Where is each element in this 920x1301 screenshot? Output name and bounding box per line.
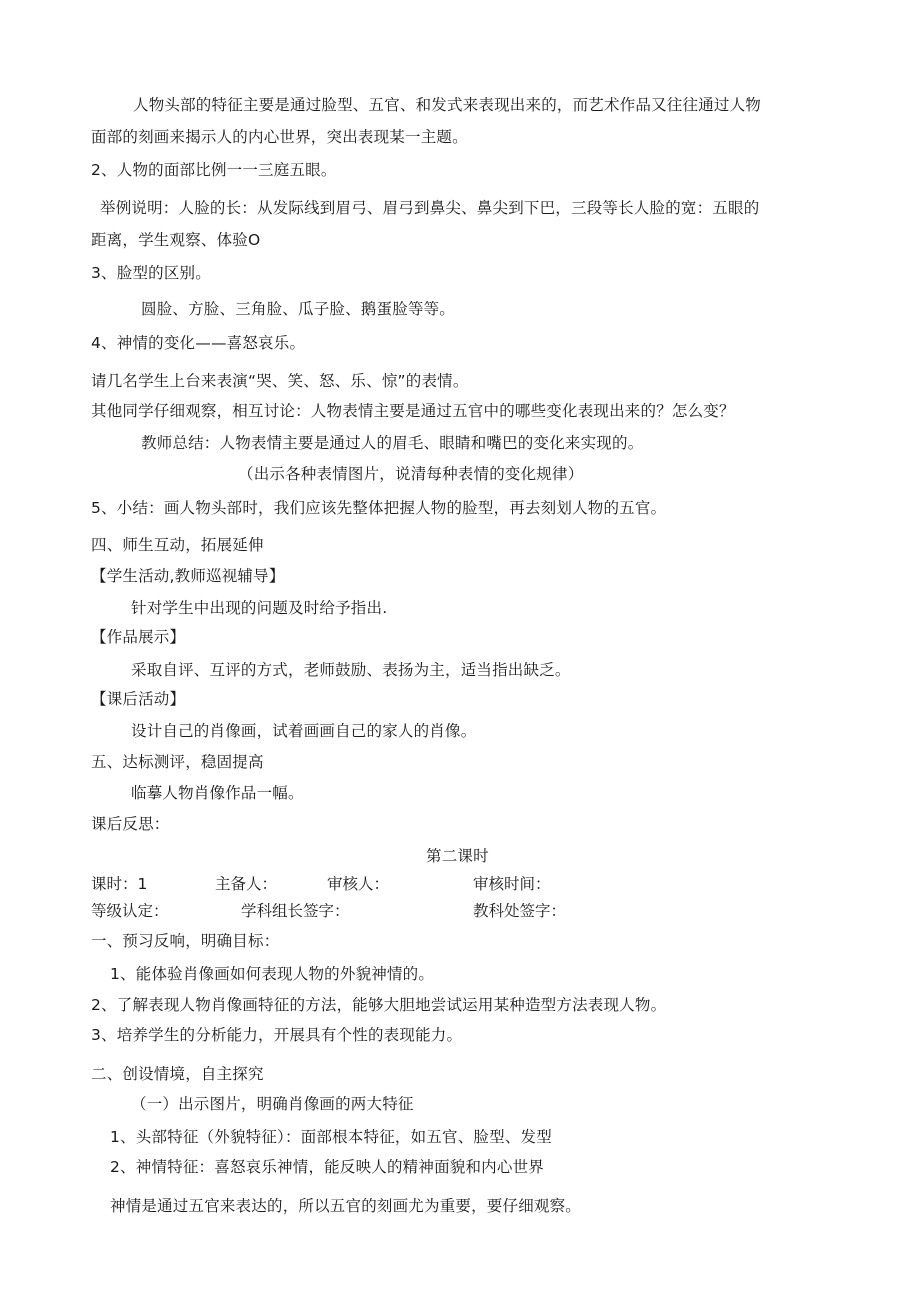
paragraph-line: 其他同学仔细观察，相互讨论：人物表情主要是通过五官中的哪些变化表现出来的？怎么变？: [91, 402, 735, 420]
section-item: 5、小结：画人物头部时，我们应该先整体把握人物的脸型，再去刻划人物的五官。: [91, 499, 667, 517]
paragraph-line: 教师总结：人物表情主要是通过人的眉毛、眼睛和嘴巴的变化来实现的。: [141, 434, 644, 452]
review-time-field: 审核时间：: [473, 875, 551, 893]
section-heading: 四、师生互动，拓展延伸: [91, 536, 264, 554]
section-item: 3、脸型的区别。: [91, 264, 211, 282]
paragraph-line: 课后反思：: [91, 815, 170, 833]
reviewer-field: 审核人：: [327, 875, 390, 893]
section-heading: 一、预习反响，明确目标：: [91, 932, 280, 950]
list-item: 2、了解表现人物肖像画特征的方法，能够大胆地尝试运用某种造型方法表现人物。: [91, 996, 667, 1014]
paragraph-line: 针对学生中出现的问题及时给予指出.: [131, 599, 388, 617]
section-heading: 二、创设情境，自主探究: [91, 1065, 264, 1083]
paragraph-line: 设计自己的肖像画，试着画画自己的家人的肖像。: [131, 722, 477, 740]
group-leader-signature-field: 学科组长签字：: [241, 902, 350, 920]
paragraph-line: 请几名学生上台来表演“哭、笑、怒、乐、惊”的表情。: [91, 372, 469, 390]
paragraph-line: 圆脸、方脸、三角脸、瓜子脸、鹅蛋脸等等。: [141, 300, 456, 318]
preparer-field: 主备人：: [215, 875, 278, 893]
paragraph-line: 人物头部的特征主要是通过脸型、五官、和发式来表现出来的，而艺术作品又往往通过人物: [133, 96, 762, 114]
paragraph-line: 举例说明：人脸的长：从发际线到眉弓、眉弓到鼻尖、鼻尖到下巴，三段等长人脸的宽：五眼的: [100, 199, 760, 217]
paragraph-line: 面部的刻画来揭示人的内心世界，突出表现某一主题。: [91, 128, 468, 146]
list-item: 1、头部特征（外貌特征）：面部根本特征，如五官、脸型、发型: [110, 1128, 552, 1146]
bracket-heading: 【作品展示】: [91, 628, 186, 646]
paragraph-line: （出示各种表情图片，说清每种表情的变化规律）: [238, 465, 584, 483]
section-item: 4、神情的变化——喜怒哀乐。: [91, 334, 306, 352]
office-signature-field: 教科处签字：: [473, 902, 567, 920]
paragraph-line: 临摹人物肖像作品一幅。: [131, 784, 304, 802]
list-item: 2、神情特征：喜怒哀乐神情，能反映人的精神面貌和内心世界: [110, 1158, 544, 1176]
list-item: 3、培养学生的分析能力，开展具有个性的表现能力。: [91, 1026, 463, 1044]
lesson-title: 第二课时: [426, 847, 489, 865]
bracket-heading: 【课后活动】: [91, 690, 186, 708]
sub-heading: （一）出示图片，明确肖像画的两大特征: [131, 1095, 414, 1113]
bracket-heading: 【学生活动,教师巡视辅导】: [91, 567, 285, 585]
paragraph-line: 距离，学生观察、体验O: [91, 231, 261, 249]
section-item: 2、人物的面部比例一一三庭五眼。: [91, 161, 337, 179]
section-heading: 五、达标测评，稳固提高: [91, 753, 264, 771]
paragraph-line: 采取自评、互评的方式，老师鼓励、表扬为主，适当指出缺乏。: [131, 661, 571, 679]
lesson-count-field: 课时：1: [91, 875, 148, 893]
grade-field: 等级认定：: [91, 902, 169, 920]
paragraph-line: 神情是通过五官来表达的，所以五官的刻画尤为重要，要仔细观察。: [110, 1197, 582, 1215]
list-item: 1、能体验肖像画如何表现人物的外貌神情的。: [110, 965, 435, 983]
